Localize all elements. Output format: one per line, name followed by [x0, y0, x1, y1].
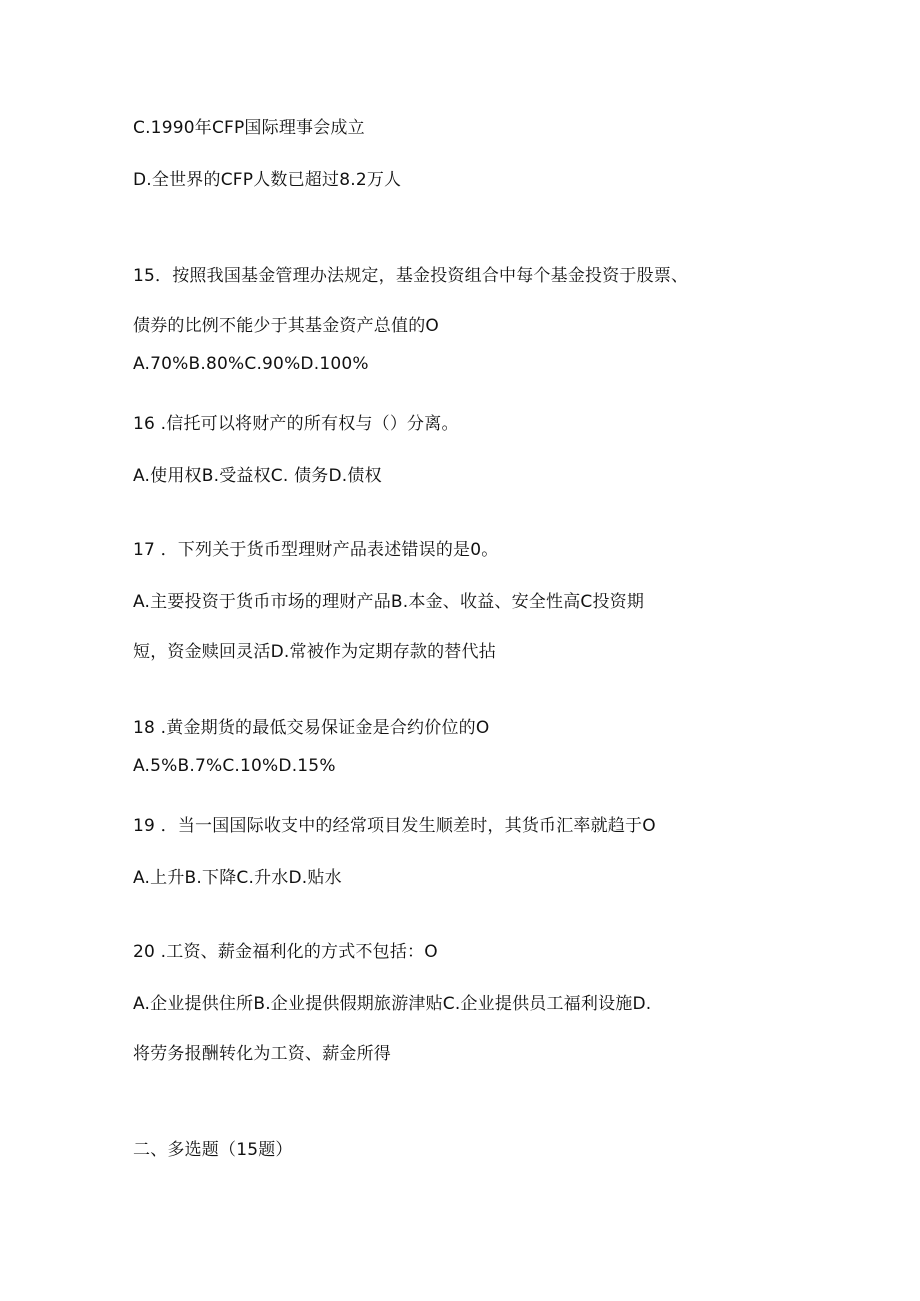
- question-17: 17 ．下列关于货币型理财产品表述错误的是0。: [133, 540, 499, 560]
- question-16: 16 .信托可以将财产的所有权与（）分离。: [133, 414, 459, 434]
- question-20-options-line-1: A.企业提供住所B.企业提供假期旅游津贴C.企业提供员工福利设施D.: [133, 994, 652, 1014]
- question-15-line-2: 债券的比例不能少于其基金资产总值的O: [133, 316, 439, 336]
- question-20: 20 .工资、薪金福利化的方式不包括：O: [133, 942, 438, 962]
- question-15-line-1: 15．按照我国基金管理办法规定，基金投资组合中每个基金投资于股票、: [133, 266, 689, 286]
- question-18: 18 .黄金期货的最低交易保证金是合约价位的O: [133, 718, 490, 738]
- question-18-options: A.5%B.7%C.10%D.15%: [133, 756, 336, 776]
- question-19-options: A.上升B.下降C.升水D.贴水: [133, 868, 342, 888]
- question-15-options: A.70%B.80%C.90%D.100%: [133, 354, 369, 374]
- question-19: 19 ．当一国国际收支中的经常项目发生顺差时，其货币汇率就趋于O: [133, 816, 656, 836]
- section-heading: 二、多选题（15题）: [133, 1140, 293, 1160]
- question-17-options-line-1: A.主要投资于货币市场的理财产品B.本金、收益、安全性高C投资期: [133, 592, 645, 612]
- question-20-options-line-2: 将劳务报酬转化为工资、薪金所得: [133, 1044, 391, 1064]
- question-17-options-line-2: 短，资金赎回灵活D.常被作为定期存款的替代拈: [133, 642, 496, 662]
- option-c-q14: C.1990年CFP国际理事会成立: [133, 118, 365, 138]
- option-d-q14: D.全世界的CFP人数已超过8.2万人: [133, 170, 402, 190]
- question-16-options: A.使用权B.受益权C. 债务D.债权: [133, 466, 382, 486]
